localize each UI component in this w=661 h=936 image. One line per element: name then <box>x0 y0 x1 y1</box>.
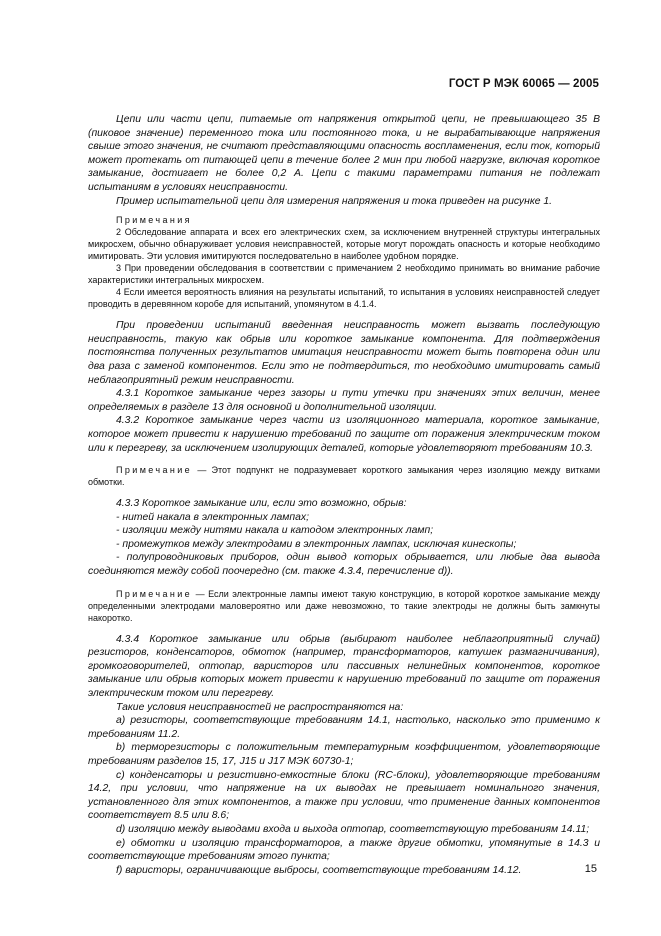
list-item: b) терморезисторы с положительным температурным коэффициентом, удовлетворяющие требованиям разделов 15, 17, J15 и J17 МЭК 60730-1; <box>88 742 600 767</box>
notes-label: Примечания <box>116 215 192 226</box>
inline-note <box>88 588 600 624</box>
list-item: - полупроводниковых приборов, один вывод которых обрывается, или любые два вывода соединяются между собой поочередно (см. также 4.3.4, перечисление d)). <box>88 552 600 578</box>
list-item: c) конденсаторы и резистивно-емкостные блоки (RC-блоки), удовлетворяющие требованиям 14.2, при условии, что напряжение на их выводах не превышает номинального значения, установленного для этих компонентов, а также при условии, что применение данных компонентов соответствует 8.5 или 8.6; <box>88 769 600 822</box>
clause-4-3-4: 4.3.4 Короткое замыкание или обрыв (выбирают наиболее неблагоприятный случай) резисторов, конденсаторов, обмоток (например, трансформаторов, катушек размагничивания), громкоговорителей, оптопар, варисторов или пассивных нелинейных компонентов, короткое замыкание или обрыв которых может привести к нарушению требований по защите от поражения электрическим током или перегреву. <box>88 633 600 700</box>
list-item: - изоляции между нитями накала и катодом электронных ламп; <box>116 525 434 537</box>
paragraph: Такие условия неисправностей не распространяются на: <box>116 701 404 713</box>
list-item: - нитей накала в электронных лампах; <box>116 511 309 523</box>
clause-4-3-1: 4.3.1 Короткое замыкание через зазоры и пути утечки при значениях этих величин, менее определяемых в разделе 13 для основной и дополнительной изоляции. <box>88 388 600 413</box>
list-item: d) изоляцию между выводами входа и выхода оптопар, соответствующую требованиям 14.11; <box>116 823 590 835</box>
paragraph: Пример испытательной цепи для измерения напряжения и тока приведен на рисунке 1. <box>116 195 553 207</box>
page-body <box>88 113 600 877</box>
note-label: Примечание <box>116 465 193 476</box>
inline-note <box>88 464 600 488</box>
paragraph: Цепи или части цепи, питаемые от напряжения открытой цепи, не превышающего 35 В (пиковое значение) переменного тока или постоянного тока, и не вырабатывающие напряжения свыше этого значения, не считают представляющими опасность воспламенения, если ток, который может протекать от питающей цепи в течение более 2 мин при любой нагрузке, включая короткое замыкание, достигает не более 0,2 А. Цепи с такими параметрами питания не подлежат испытаниям в условиях неисправности. <box>88 114 600 193</box>
list-item: e) обмотки и изоляцию трансформаторов, а также другие обмотки, упомянутые в 14.3 и соответствующие требованиям этого пункта; <box>88 837 600 863</box>
note-label: Примечание <box>116 588 193 599</box>
standard-header: ГОСТ Р МЭК 60065 — 2005 <box>448 78 599 90</box>
note-paragraph: 4 Если имеется вероятность влияния на результаты испытаний, то испытания в условиях неисправностей следует проводить в деревянном коробе для испытаний, упомянутом в 4.1.4. <box>88 287 600 310</box>
note-text: — Этот подпункт не подразумевает короткого замыкания через изоляцию между витками обмотки. <box>88 465 600 488</box>
clause-4-3-3: 4.3.3 Короткое замыкание или, если это возможно, обрыв: <box>116 498 407 510</box>
list-item: - промежутков между электродами в электронных лампах, исключая кинескопы; <box>116 538 517 550</box>
clause-4-3-2: 4.3.2 Короткое замыкание через части из изоляционного материала, короткое замыкание, которое может привести к нарушению требований по защите от поражения электрическим током или к перегреву, за исключением изолирующих деталей, которые удовлетворяют требованиям 10.3. <box>88 415 600 454</box>
note-paragraph: 3 При проведении обследования в соответствии с примечанием 2 необходимо принимать во внимание рабочие характеристики интегральных микросхем. <box>88 263 600 286</box>
paragraph: При проведении испытаний введенная неисправность может вызвать последующую неисправность, такую как обрыв или короткое замыкание компонента. Для подтверждения постоянства полученных результатов имитация неисправности может быть повторена один или два раза с заменой компонентов. Если это не подтвердиться, то необходимо имитировать самый неблагоприятный режим неисправности. <box>88 320 600 386</box>
page-number: 15 <box>584 863 597 875</box>
note-text: — Если электронные лампы имеют такую конструкцию, в которой короткое замыкание между определенными электродами маловероятно или даже невозможно, то такие электроды не должны быть замкнуты накоротко. <box>88 588 600 623</box>
list-item: f) варисторы, ограничивающие выбросы, соответствующие требованиям 14.12. <box>116 864 522 876</box>
note-paragraph: 2 Обследование аппарата и всех его электрических схем, за исключением внутренней структуры интегральных микросхем, обычно обнаруживает условия неисправностей, которые могут порождать опасность и которые необходимо имитировать. Эти условия имитируются последовательно в наиболее удобном порядке. <box>88 227 600 262</box>
list-item: a) резисторы, соответствующие требованиям 14.1, настолько, насколько это применимо к требованиям 11.2. <box>88 715 600 740</box>
